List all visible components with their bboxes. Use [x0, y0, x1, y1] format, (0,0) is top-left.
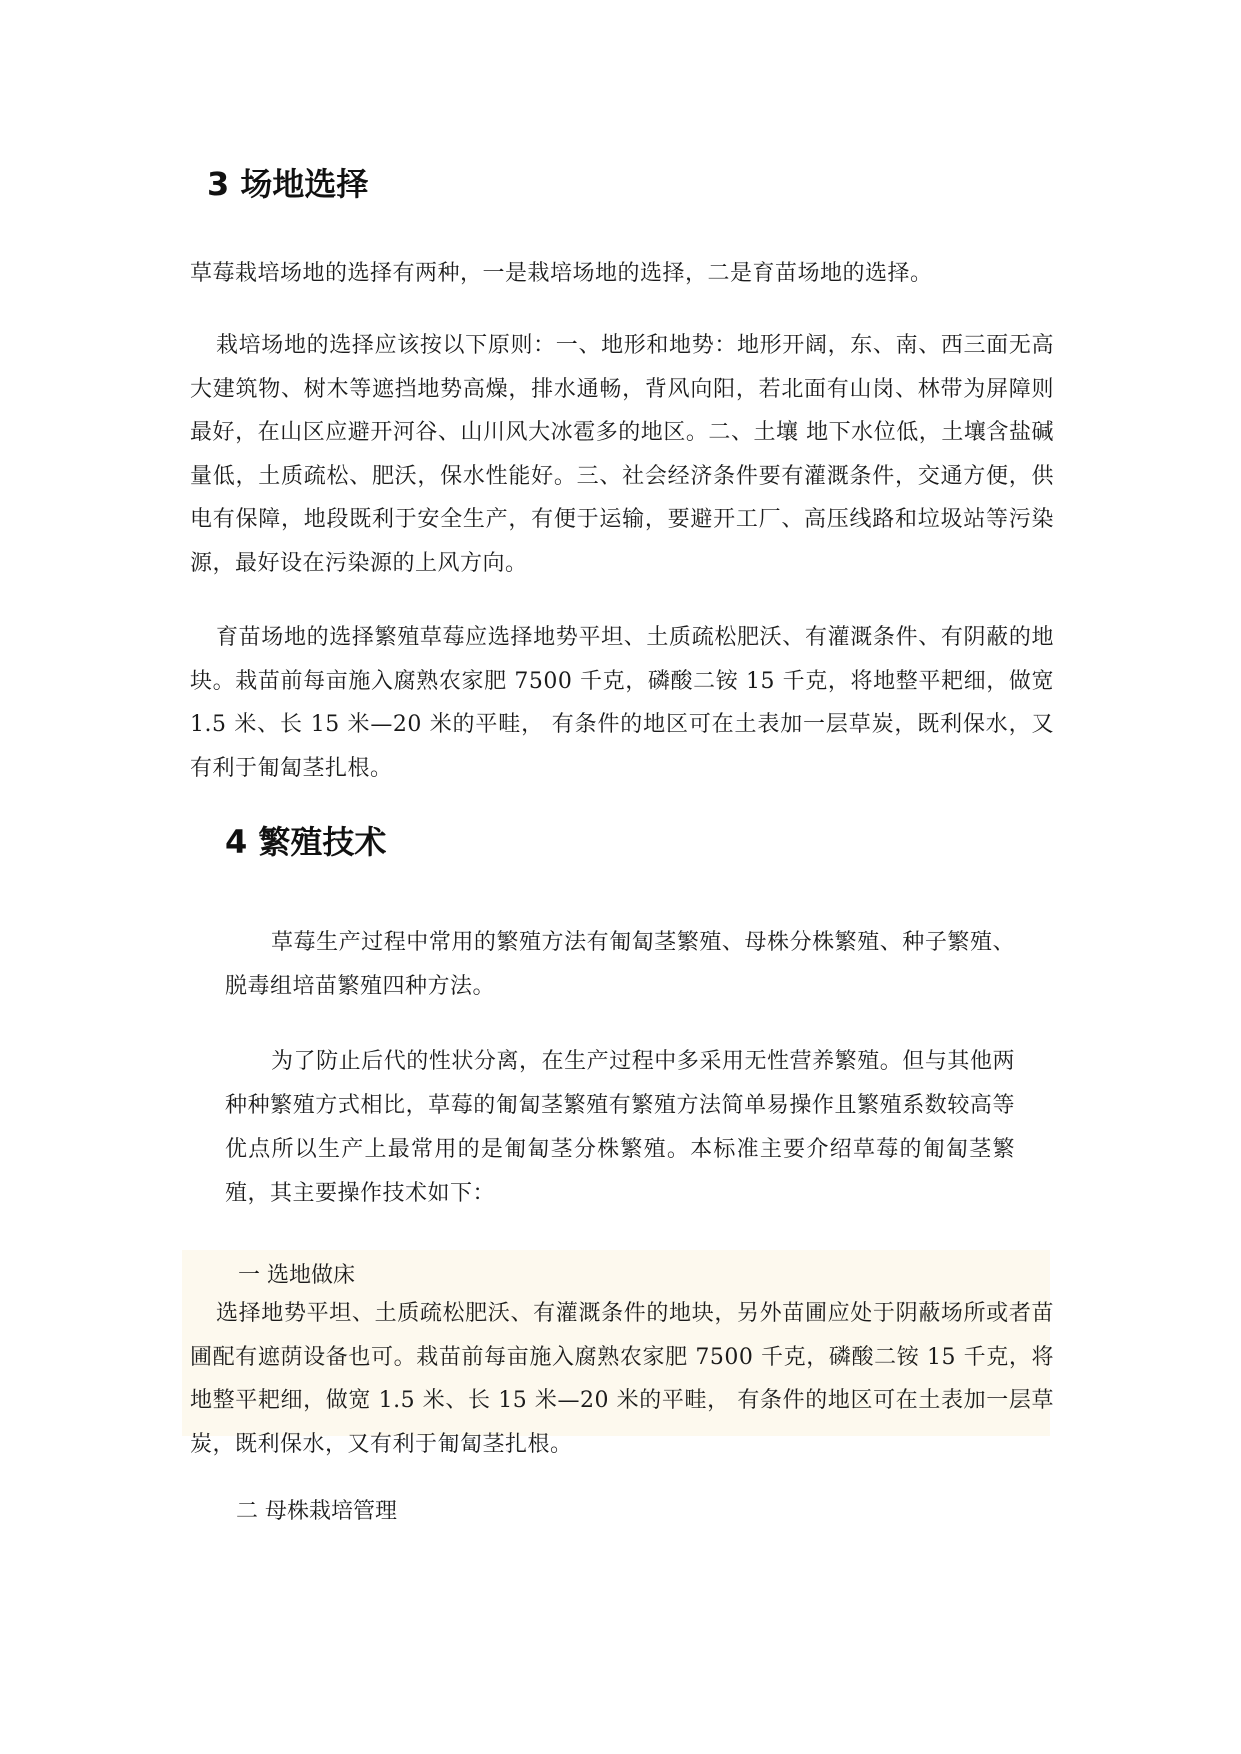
nursery-site-paragraph: 育苗场地的选择繁殖草莓应选择地势平坦、土质疏松肥沃、有灌溉条件、有阴蔽的地块。栽苗前每亩施入腐熟农家肥 7500 千克，磷酸二铵 15 千克，将地整平耙细，做宽 1.5 米、长 15 米—20 米的平畦， 有条件的地区可在土表加一层草炭，既利保水，又有利于匍匐茎扎根。 — [190, 625, 1054, 781]
step1-label: 一 选地做床 — [238, 1263, 355, 1288]
section3-heading: 3 场地选择 — [207, 165, 369, 203]
runner-propagation-paragraph: 为了防止后代的性状分离，在生产过程中多采用无性营养繁殖。但与其他两种种繁殖方式相比，草莓的匍匐茎繁殖有繁殖方法简单易操作且繁殖系数较高等优点所以生产上最常用的是匍匐茎分株繁殖。本标准主要介绍草莓的匍匐茎繁殖，其主要操作技术如下： — [225, 1049, 1015, 1206]
cultivation-site-paragraph: 栽培场地的选择应该按以下原则：一、地形和地势：地形开阔，东、南、西三面无高大建筑物、树木等遮挡地势高燥，排水通畅，背风向阳，若北面有山岗、林带为屏障则最好，在山区应避开河谷、山川风大冰雹多的地区。二、土壤 地下水位低，土壤含盐碱量低，土质疏松、肥沃，保水性能好。三、社会经济条件要有灌溉条件，交通方便，供电有保障，地段既利于安全生产，有便于运输，要避开工厂、高压线路和垃圾站等污染源，最好设在污染源的上风方向。 — [190, 333, 1054, 576]
propagation-methods-paragraph: 草莓生产过程中常用的繁殖方法有匍匐茎繁殖、母株分株繁殖、种子繁殖、脱毒组培苗繁殖四种方法。 — [225, 930, 1015, 999]
step2-label: 二 母株栽培管理 — [236, 1499, 397, 1524]
section4-heading: 4 繁殖技术 — [225, 823, 387, 861]
section3-intro-paragraph: 草莓栽培场地的选择有两种，一是栽培场地的选择，二是育苗场地的选择。 — [190, 261, 933, 286]
step1-text: 选择地势平坦、土质疏松肥沃、有灌溉条件的地块，另外苗圃应处于阴蔽场所或者苗圃配有遮荫设备也可。栽苗前每亩施入腐熟农家肥 7500 千克，磷酸二铵 15 千克，将地整平耙细，做宽 1.5 米、长 15 米—20 米的平畦， 有条件的地区可在土表加一层草炭，既利保水，又有利于匍匐茎扎根。 — [190, 1301, 1054, 1457]
